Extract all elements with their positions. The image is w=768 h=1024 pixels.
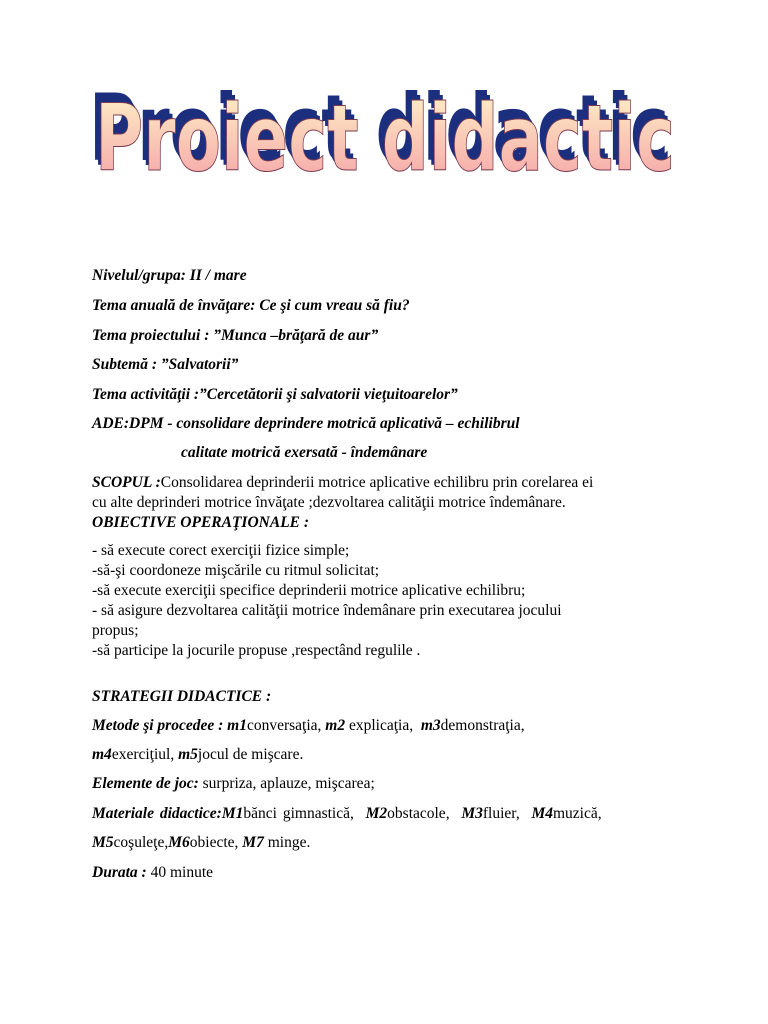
scop-text-2: cu alte deprinderi motrice învăţate ;dezvoltarea calităţii motrice îndemânare.: [92, 494, 566, 511]
materiale-line-1: [92, 804, 692, 824]
M2-code: M2: [365, 805, 388, 822]
metode-line-1: [92, 716, 692, 736]
title-extrusion-mid: Proiect didactic: [92, 80, 672, 187]
durata-text: 40 minute: [150, 864, 214, 881]
tema-anuala: Tema anuală de învăţare: Ce şi cum vreau să fiu?: [92, 297, 410, 314]
M6-text: obiecte,: [189, 834, 239, 851]
m1-text: conversaţia,: [246, 717, 322, 734]
M1-code: M1: [221, 805, 244, 822]
m3-text: demonstraţia,: [440, 717, 525, 734]
m5-text: jocul de mişcare.: [197, 746, 304, 763]
m1-code: m1: [227, 717, 247, 734]
list-item: -să execute exerciţii specifice deprinderii motrice aplicative echilibru;: [92, 582, 526, 599]
metode-line-2: [92, 745, 692, 765]
metode-label: Metode şi procedee :: [92, 717, 224, 734]
M2-text: obstacole,: [387, 805, 450, 822]
obiective-list: [92, 541, 692, 661]
M6-code: M6: [168, 834, 190, 851]
ade-line-1: ADE:DPM - consolidare deprindere motrică aplicativă – echilibrul: [92, 415, 520, 432]
materiale-line-2: [92, 833, 692, 853]
durata: [92, 863, 692, 883]
obiective-heading: OBIECTIVE OPERAŢIONALE :: [92, 514, 310, 531]
document-title-wordart: [0, 30, 768, 200]
list-item: - să asigure dezvoltarea calităţii motrice îndemânare prin executarea jocului: [92, 602, 562, 619]
M1-text: bănci gimnastică,: [243, 805, 354, 822]
subtema: Subtemă : ”Salvatorii”: [92, 356, 239, 373]
durata-label: Durata :: [92, 864, 147, 881]
strategii-heading: STRATEGII DIDACTICE :: [92, 688, 272, 705]
materiale-label: Materiale didactice:: [92, 805, 222, 822]
title-face: Proiect didactic: [95, 85, 675, 192]
M3-code: M3: [461, 805, 483, 822]
scop-label: SCOPUL :: [92, 474, 161, 491]
list-item: -să participe la jocurile propuse ,respectând regulile .: [92, 642, 421, 659]
title-extrusion: Proiect didactic: [89, 75, 669, 182]
M7-text: minge.: [267, 834, 311, 851]
scop-section: [92, 473, 692, 533]
m2-text: explicaţia,: [348, 717, 414, 734]
M5-text: coşuleţe,: [113, 834, 169, 851]
tema-proiect: Tema proiectului : ”Munca –brăţară de aur”: [92, 327, 379, 344]
list-item: - să execute corect exerciţii fizice simple;: [92, 542, 350, 559]
M7-code: M7: [242, 834, 264, 851]
list-item: -să-şi coordoneze mişcările cu ritmul solicitat;: [92, 562, 380, 579]
scop-text-1: Consolidarea deprinderii motrice aplicative echilibru prin corelarea ei: [160, 474, 594, 491]
tema-activitate: Tema activităţii :”Cercetătorii şi salvatorii vieţuitoarelor”: [92, 386, 458, 403]
m3-code: m3: [420, 717, 441, 734]
m4-code: m4: [92, 746, 112, 763]
ade-line-2: calitate motrică exersată - îndemânare: [181, 444, 428, 461]
elemente-label: Elemente de joc:: [92, 775, 199, 792]
m2-code: m2: [325, 717, 346, 734]
m4-text: exerciţiul,: [111, 746, 175, 763]
elemente-text: surpriza, aplauze, mişcarea;: [202, 775, 375, 792]
m5-code: m5: [178, 746, 198, 763]
M5-code: M5: [92, 834, 114, 851]
M3-text: fluier,: [482, 805, 520, 822]
M4-text: muzică,: [553, 805, 602, 822]
elemente-joc: [92, 774, 692, 794]
nivel-grupa: Nivelul/grupa: II / mare: [92, 267, 247, 284]
list-item: propus;: [92, 622, 139, 639]
M4-code: M4: [531, 805, 553, 822]
